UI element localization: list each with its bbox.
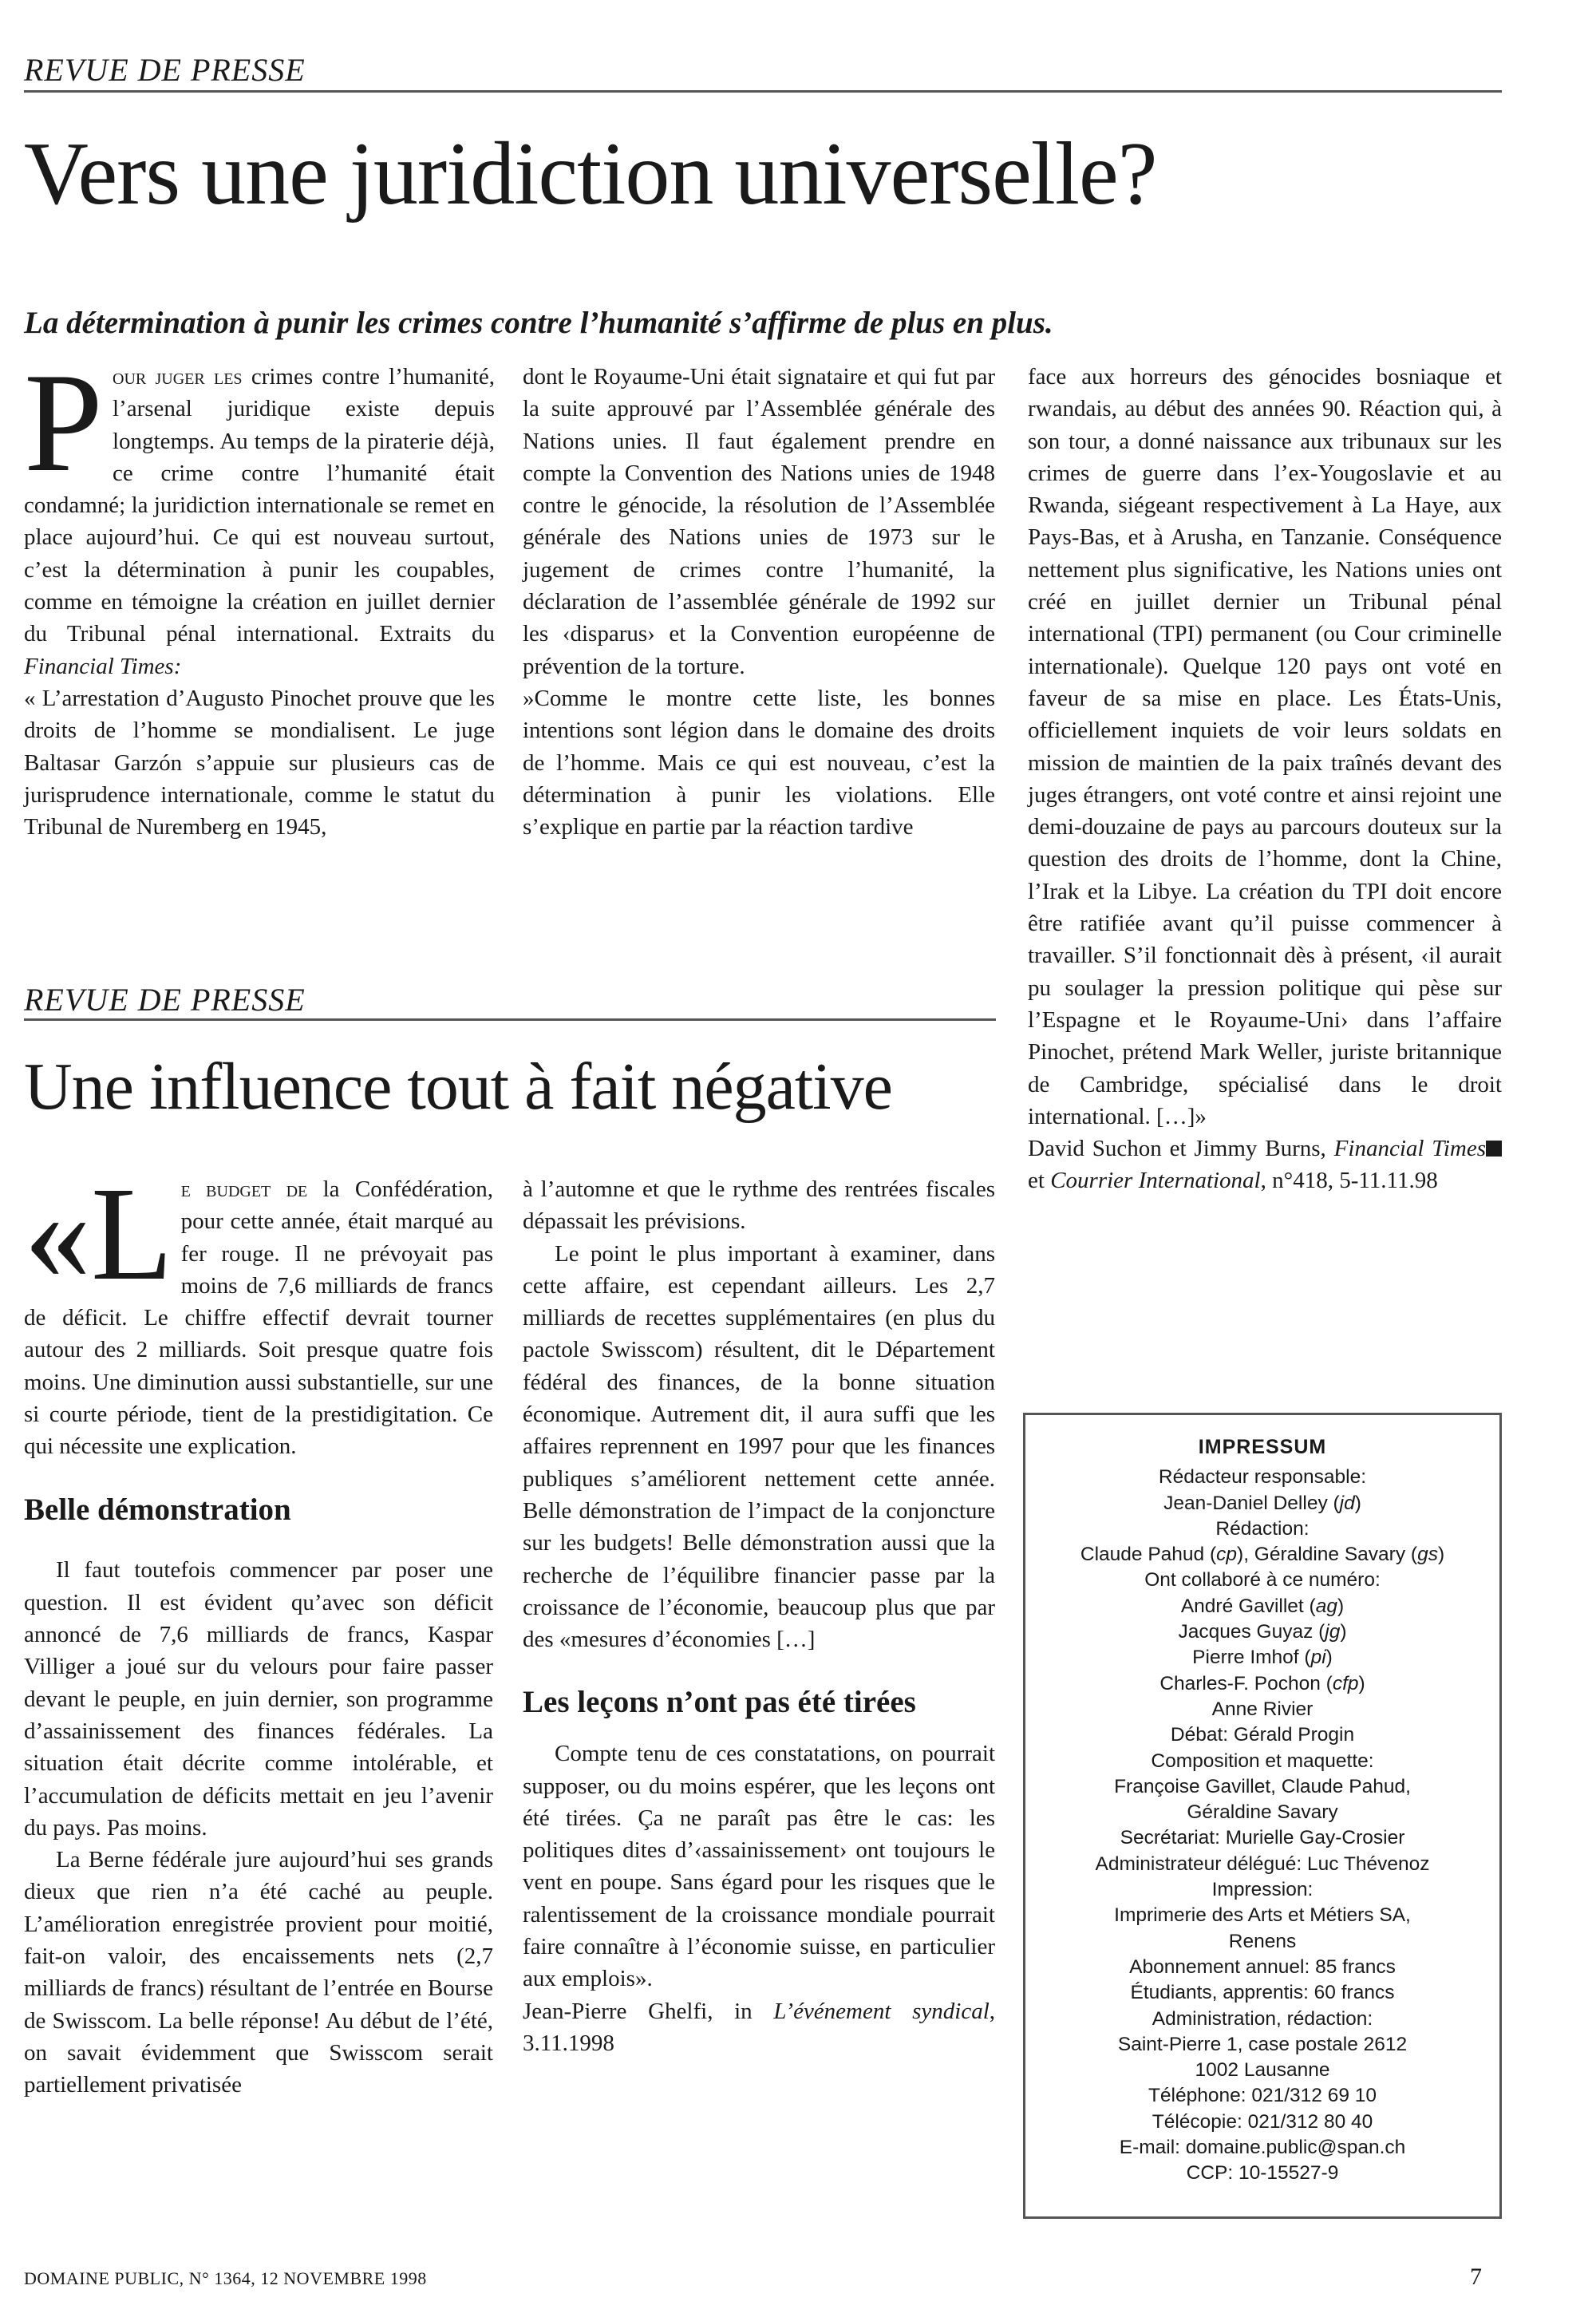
impressum-line: Pierre Imhof (pi) — [1192, 1647, 1333, 1669]
lead-smallcaps: e budget de — [180, 1176, 308, 1202]
impressum-line: Saint-Pierre 1, case postale 2612 — [1117, 2033, 1408, 2055]
article1-column-1 — [24, 343, 496, 843]
drop-cap: P — [24, 343, 103, 501]
paragraph: Compte tenu de ces constatations, on pourrait supposer, ou du moins espérer, que les leçons ont été tirées. Ça ne paraît pas être le cas: les politiques dites d’‹assainissement› ont toujours le vent en poupe. Sans égard pour les risques que le ralentissement de la croissance mondiale pourrait faire connaître à l’économie suisse, en particulier aux emplois». — [523, 1741, 995, 1992]
impressum-line: Géraldine Savary — [1187, 1801, 1338, 1824]
article1-column-3 — [1028, 361, 1502, 1197]
subheading: Les leçons n’ont pas été tirées — [523, 1685, 916, 1720]
paragraph: face aux horreurs des génocides bosniaque et rwandais, au début des années 90. Réaction qui, à son tour, a donné naissance aux tribunaux sur les crimes de guerre dans l’ex-Yougoslavie et au Rwanda, siégeant respectivement à La Haye, aux Pays-Bas, et à Arusha, en Tanzanie. Conséquence nettement plus significative, les Nations unies ont créé en juillet dernier un Tribunal pénal international (TPI) permanent (ou Cour criminelle internationale). Quelque 120 pays ont voté en faveur de sa mise en place. Les États-Unis, officiellement inquiets de voir leurs soldats en mission de maintien de la paix traînés devant des juges étrangers, ont voté contre et ainsi rejoint une demi-douzaine de pays au parcours douteux sur la question des droits de l’homme, dont la Chine, l’Irak et la Libye. La création du TPI doit encore être ratifiée avant qu’il puisse commencer à travailler. S’il fonctionnait dès à présent, ‹il aurait pu soulager la pression politique qui pèse sur l’Espagne et le Royaume-Uni› dans l’affaire Pinochet, prétend Mark Weller, juriste britannique de Cambridge, spécialisé dans le droit international. […]» — [1028, 364, 1502, 1129]
paragraph: Le point le plus important à examiner, dans cette affaire, est cependant ailleurs. Les 2,7 milliards de recettes supplémentaires (en plus du pactole Swisscom) résultent, dit le Département fédéral des finances, de la bonne situation économique. Autrement dit, il aura suffi que les affaires reprennent en 1997 pour que les finances publiques s’améliorent nettement cette année. Belle démonstration de l’impact de la conjoncture sur les budgets! Belle démonstration aussi que la recherche de l’équilibre financier passe par la croissance de l’économie, beaucoup plus que par des «mesures d’économies […] — [523, 1240, 995, 1653]
impressum-line: Jacques Guyaz (jg) — [1178, 1621, 1347, 1643]
section-kicker: REVUE DE PRESSE — [24, 52, 306, 88]
page-footer: DOMAINE PUBLIC, N° 1364, 12 NOVEMBRE 1998 — [24, 2268, 427, 2288]
impressum-line: Claude Pahud (cp), Géraldine Savary (gs) — [1080, 1544, 1445, 1566]
impressum-line: Imprimerie des Arts et Métiers SA, — [1114, 1904, 1411, 1927]
impressum-line: 1002 Lausanne — [1195, 2059, 1330, 2082]
impressum-line: Renens — [1228, 1930, 1297, 1952]
article2-column-2 — [523, 1173, 995, 2059]
impressum-line: Administration, rédaction: — [1152, 2007, 1373, 2030]
signature-connector: et — [1028, 1168, 1051, 1194]
kicker-rule — [24, 1018, 996, 1021]
lead-smallcaps: our juger les — [113, 364, 243, 389]
impressum-line: Abonnement annuel: 85 francs — [1129, 1955, 1396, 1978]
impressum-line: Rédacteur responsable: — [1158, 1466, 1367, 1489]
impressum-line: André Gavillet (ag) — [1180, 1595, 1345, 1617]
signature-authors: David Suchon et Jimmy Burns, — [1028, 1136, 1334, 1162]
impressum-line: Impression: — [1211, 1879, 1314, 1901]
impressum-line: Étudiants, apprentis: 60 francs — [1130, 1982, 1395, 2004]
signature-publication: Courrier International — [1050, 1168, 1261, 1194]
impressum-email: E-mail: domaine.public@span.ch — [1119, 2137, 1406, 2159]
impressum-line: Composition et maquette: — [1151, 1750, 1374, 1772]
impressum-line: Administrateur délégué: Luc Thévenoz — [1095, 1852, 1430, 1875]
article2-signature — [523, 1995, 995, 2060]
impressum-phone: Téléphone: 021/312 69 10 — [1148, 2085, 1377, 2107]
drop-cap: «L — [24, 1160, 173, 1308]
article-headline: Une influence tout à fait négative — [24, 1050, 892, 1124]
kicker-rule — [24, 90, 1502, 93]
article1-signature — [1028, 1133, 1502, 1197]
impressum-line: Rédaction: — [1215, 1517, 1310, 1540]
impressum-ccp: CCP: 10-15527-9 — [1186, 2162, 1339, 2185]
signature-author: Jean-Pierre Ghelfi, in — [523, 1998, 774, 2024]
section-kicker: REVUE DE PRESSE — [24, 982, 306, 1018]
impressum-line: Secrétariat: Murielle Gay-Crosier — [1120, 1827, 1405, 1849]
signature-publication: Financial Times — [1333, 1136, 1486, 1162]
impressum-line: Jean-Daniel Delley (jd) — [1163, 1492, 1361, 1514]
lead-text: la Confédération, pour cette année, était marqué au fer rouge. Il ne prévoyait pas moins de 7,6 milliards de francs de déficit. Le chiffre effectif devrait tourner autour des 2 milliards. Soit presque quatre fois moins. Une diminution aussi substantielle, sur une si courte période, tient de la prestidigitation. Ce qui nécessite une explication. — [24, 1176, 493, 1460]
impressum-line: Ont collaboré à ce numéro: — [1144, 1569, 1381, 1591]
impressum-line: Débat: Gérald Progin — [1170, 1724, 1355, 1746]
end-mark — [1486, 1141, 1502, 1157]
article2-column-1 — [24, 1160, 493, 2102]
signature-issue: , n°418, 5-11.11.98 — [1260, 1168, 1438, 1194]
article-headline: Vers une juridiction universelle? — [24, 125, 1157, 223]
paragraph: dont le Royaume-Uni était signataire et qui fut par la suite approuvé par l’Assemblée générale des Nations unies. Il faut également prendre en compte la Convention des Nations unies de 1948 contre le génocide, la résolution de l’Assemblée générale des Nations unies de 1973 sur le jugement de crimes contre l’humanité, la déclaration de l’assemblée générale de 1992 sur les ‹disparus› et la Convention européenne de prévention de la torture. — [523, 364, 995, 679]
signature-date: , 3.11.1998 — [523, 1998, 995, 2056]
impressum-line: Anne Rivier — [1211, 1698, 1314, 1720]
source-name: Financial Times: — [24, 653, 182, 679]
paragraph: « L’arrestation d’Augusto Pinochet prouve que les droits de l’homme se mondialisent. Le juge Baltasar Garzón s’appuie sur plusieurs cas de jurisprudence internationale, comme le statut du Tribunal de Nuremberg en 1945, — [24, 685, 495, 840]
subheading: Belle démonstration — [24, 1492, 291, 1527]
lead-text: crimes contre l’humanité, l’arsenal juridique existe depuis longtemps. Au temps de la piraterie déjà, ce crime contre l’humanité était condamné; la juridiction internationale se remet en place aujourd’hui. Ce qui est nouveau surtout, c’est la détermination à punir les coupables, comme en témoigne la création en juillet dernier du Tribunal pénal international. Extraits du — [24, 364, 496, 647]
impressum-title: IMPRESSUM — [1198, 1436, 1327, 1458]
signature-publication: L’événement syndical — [773, 1998, 990, 2024]
paragraph: La Berne fédérale jure aujourd’hui ses grands dieux que rien n’a été caché au peuple. L’amélioration enregistrée provient pour moitié, fait-on valoir, des encaissements nets (2,7 milliards de francs) résultant de l’entrée en Bourse de Swisscom. La belle réponse! Au début de l’été, on savait évidemment que Swisscom serait partiellement privatisée — [24, 1847, 493, 2098]
paragraph: à l’automne et que le rythme des rentrées fiscales dépassait les prévisions. — [523, 1176, 995, 1235]
page-number: 7 — [1470, 2264, 1482, 2290]
impressum-line: Françoise Gavillet, Claude Pahud, — [1114, 1775, 1411, 1797]
paragraph: Il faut toutefois commencer par poser une question. Il est évident qu’avec son déficit annoncé de 7,6 milliards de francs, Kaspar Villiger a joué sur du velours pour faire passer devant le peuple, en juin dernier, son programme d’assainissement des finances fédérales. La situation était décrite comme intolérable, et l’accumulation de déficits mettait en jeu l’avenir du pays. Pas moins. — [24, 1557, 493, 1841]
impressum-fax: Télécopie: 021/312 80 40 — [1152, 2110, 1373, 2133]
impressum-box — [1023, 1413, 1502, 2219]
paragraph: »Comme le montre cette liste, les bonnes intentions sont légion dans le domaine des droits de l’homme. Mais ce qui est nouveau, c’est la détermination à punir les violations. Elle s’explique en partie par la réaction tardive — [523, 685, 995, 840]
impressum-line: Charles-F. Pochon (cfp) — [1159, 1672, 1365, 1694]
article1-column-2 — [523, 361, 995, 843]
article-dek: La détermination à punir les crimes contre l’humanité s’affirme de plus en plus. — [24, 306, 1053, 340]
